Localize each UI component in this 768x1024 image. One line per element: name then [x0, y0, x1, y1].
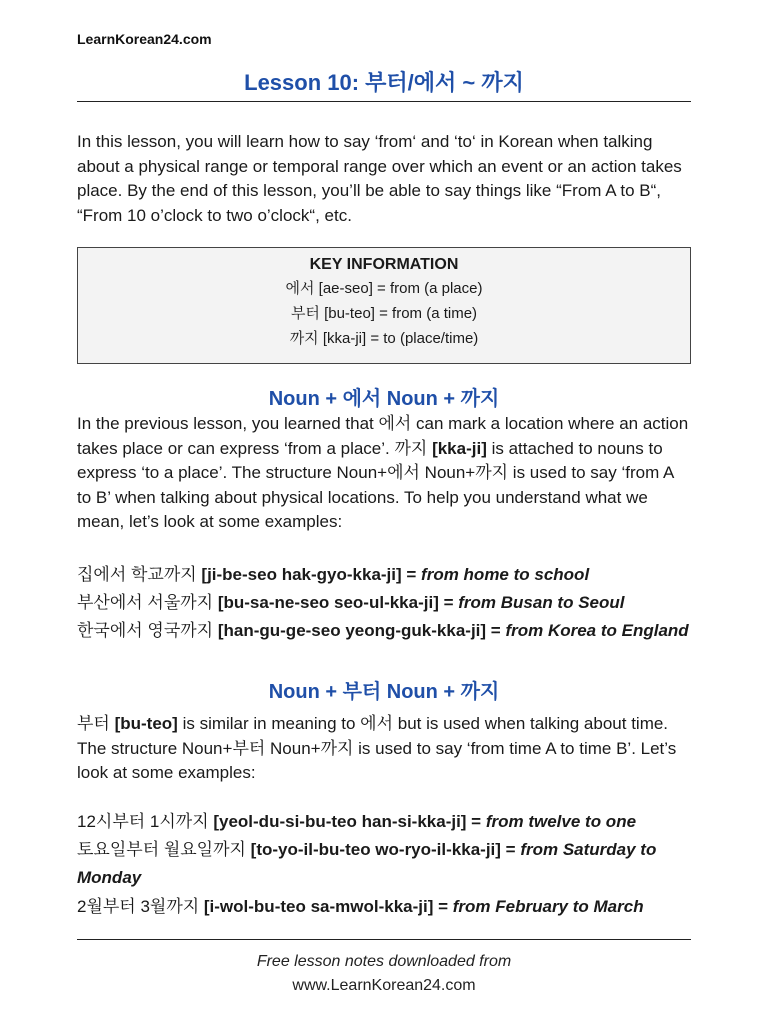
section-heading-buteo-kkaji: Noun + 부터 Noun + 까지: [268, 681, 500, 703]
example-korean: 부산에서 서울까지: [77, 593, 218, 612]
example-translation: from Korea to England: [505, 621, 689, 640]
example-translation: from February to March: [452, 897, 644, 916]
intro-paragraph: In this lesson, you will learn how to say ‘from‘ and ‘to‘ in Korean when talking about a physical range or temporal range over which an event or an action takes place. By the end of this lesson, you’ll be able to say things like “From A to B“, “From 10 o’clock to two o’clock“, etc.: [77, 132, 682, 225]
example-translation: from Busan to Seoul: [458, 593, 625, 612]
example-line: [77, 561, 697, 589]
example-romanization: [ji-be-seo hak-gyo-kka-ji] =: [201, 565, 422, 584]
example-korean: 한국에서 영국까지: [77, 621, 218, 640]
footer-note: Free lesson notes downloaded from: [256, 953, 512, 970]
example-line: [77, 589, 697, 617]
example-romanization: [i-wol-bu-teo sa-mwol-kka-ji] =: [203, 897, 453, 916]
footer-divider: [77, 939, 691, 940]
example-line: [77, 836, 697, 864]
section2-romanization: [bu-teo]: [114, 714, 178, 733]
example-line: [77, 617, 697, 645]
section2-text-b: is similar in meaning to 에서 but is used when talking about time. The structure Noun+부터 Noun+까지 is used to say ‘from time A to time B’. Let’s look at some examples:: [77, 714, 677, 782]
footer-website-link[interactable]: www.LearnKorean24.com: [292, 977, 476, 994]
example-translation: from twelve to one: [485, 812, 637, 831]
example-translation: from home to school: [421, 565, 590, 584]
site-name: LearnKorean24.com: [77, 31, 212, 47]
section1-romanization: [kka-ji]: [432, 438, 487, 458]
example-line: [77, 893, 697, 921]
example-korean: 12시부터 1시까지: [77, 812, 214, 831]
page-title: Lesson 10: 부터/에서 ~ 까지: [244, 70, 524, 95]
example-korean: 집에서 학교까지: [77, 565, 202, 584]
section1-text-b: is attached to nouns to express ‘to a place’. The structure Noun+에서 Noun+까지 is used to say ‘from A to B’ when talking about physical locations. To help you understand what we mean, let’s look at some examples:: [77, 438, 674, 531]
example-romanization: [to-yo-il-bu-teo wo-ryo-il-kka-ji] =: [250, 840, 521, 859]
key-info-line-kkaji: 까지 [kka-ji] = to (place/time): [289, 330, 479, 347]
example-translation-continued: Monday: [77, 868, 142, 887]
section-heading-eseo-kkaji: Noun + 에서 Noun + 까지: [268, 388, 500, 410]
section2-paragraph: [77, 712, 691, 786]
example-translation: from Saturday to: [520, 840, 657, 859]
example-romanization: [han-gu-ge-seo yeong-guk-kka-ji] =: [217, 621, 506, 640]
example-romanization: [yeol-du-si-bu-teo han-si-kka-ji] =: [213, 812, 486, 831]
key-info-line-eseo: 에서 [ae-seo] = from (a place): [285, 280, 483, 297]
key-information-box: [77, 247, 691, 364]
section2-text-a: 부터: [77, 714, 115, 733]
title-divider: [77, 101, 691, 102]
example-romanization: [bu-sa-ne-seo seo-ul-kka-ji] =: [217, 593, 459, 612]
example-korean: 2월부터 3월까지: [77, 897, 204, 916]
key-information-title: KEY INFORMATION: [309, 256, 459, 273]
footer: [77, 950, 691, 998]
example-line: [77, 808, 697, 836]
key-info-line-buteo: 부터 [bu-teo] = from (a time): [290, 305, 478, 322]
section1-paragraph: [77, 412, 691, 535]
example-korean: 토요일부터 월요일까지: [77, 840, 251, 859]
section1-text-a: In the previous lesson, you learned that 에서 can mark a location where an action takes place or can express ‘from a place’. 까지: [77, 414, 689, 458]
example-line-continuation: [77, 864, 697, 892]
